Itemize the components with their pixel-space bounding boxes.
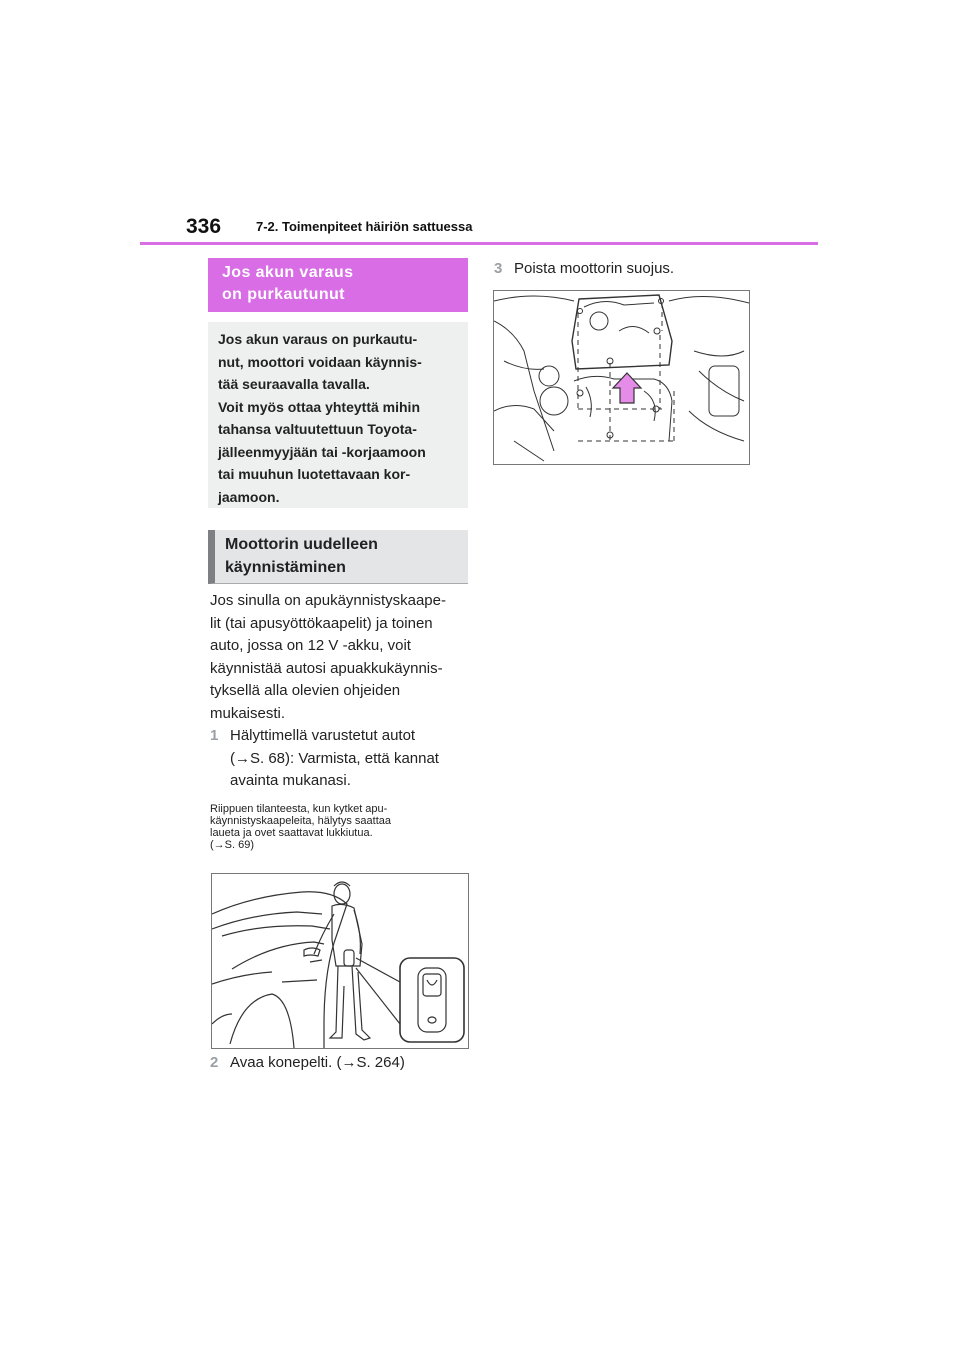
engine-bay-drawing (494, 291, 749, 464)
info-line: jaamoon. (218, 488, 280, 505)
intro-line: käynnistää autosi apuakkukäynnis- (210, 659, 443, 677)
step-text: Poista moottorin suojus. (514, 260, 675, 277)
section-heading-restart (208, 530, 468, 584)
intro-line: mukaisesti. (210, 704, 286, 722)
step-line: avainta mukanasi. (230, 772, 351, 790)
intro-paragraph (210, 590, 472, 726)
step-1 (210, 725, 472, 793)
section-heading-battery (208, 258, 468, 312)
car-door-drawing (212, 874, 468, 1048)
step-line: (→S. 68): Varmista, että kannat (230, 749, 439, 767)
note-line: laueta ja ovet saattavat lukkiutua. (210, 827, 373, 839)
intro-line: tyksellä alla olevien ohjeiden (210, 682, 401, 700)
info-line: Jos akun varaus on purkautu- (218, 331, 418, 347)
alarm-note (210, 803, 460, 851)
step-text (210, 725, 472, 793)
step-number: 1 (210, 727, 219, 744)
up-arrow-icon (613, 373, 641, 403)
step-number: 2 (210, 1054, 219, 1071)
info-line: jälleenmyyjään tai -korjaamoon (218, 443, 426, 460)
section-heading-line: on purkautunut (222, 286, 345, 303)
illustration-person-with-key (211, 873, 469, 1049)
step-2 (210, 1052, 472, 1075)
intro-line: lit (tai apusyöttökaapelit) ja toinen (210, 614, 433, 632)
page-number: 336 (186, 215, 222, 238)
step-line: Hälyttimellä varustetut autot (230, 727, 416, 744)
section-heading-line: Moottorin uudelleen (225, 536, 378, 553)
step-3 (494, 258, 794, 281)
section-heading-line: Jos akun varaus (222, 264, 354, 281)
step-text: Avaa konepelti. (→S. 264) (230, 1054, 405, 1071)
info-line: tää seuraavalla tavalla. (218, 376, 370, 392)
intro-line: auto, jossa on 12 V -akku, voit (210, 637, 411, 655)
intro-line: Jos sinulla on apukäynnistyskaape- (210, 592, 446, 609)
chapter-title: 7-2. Toimenpiteet häiriön sattuessa (256, 219, 473, 234)
illustration-engine-cover (493, 290, 750, 465)
note-line: käynnistyskaapeleita, hälytys saattaa (210, 815, 391, 827)
section-heading-line: käynnistäminen (225, 559, 346, 576)
note-line: Riippuen tilanteesta, kun kytket apu- (210, 803, 388, 815)
info-line: tahansa valtuutettuun Toyota- (218, 421, 417, 437)
info-line: nut, moottori voidaan käynnis- (218, 353, 422, 370)
info-line: Voit myös ottaa yhteyttä mihin (218, 398, 420, 415)
info-box (208, 322, 468, 508)
header-rule (140, 242, 818, 245)
step-number: 3 (494, 260, 503, 277)
note-line: (→S. 69) (210, 839, 255, 851)
info-line: tai muuhun luotettavaan kor- (218, 466, 411, 482)
